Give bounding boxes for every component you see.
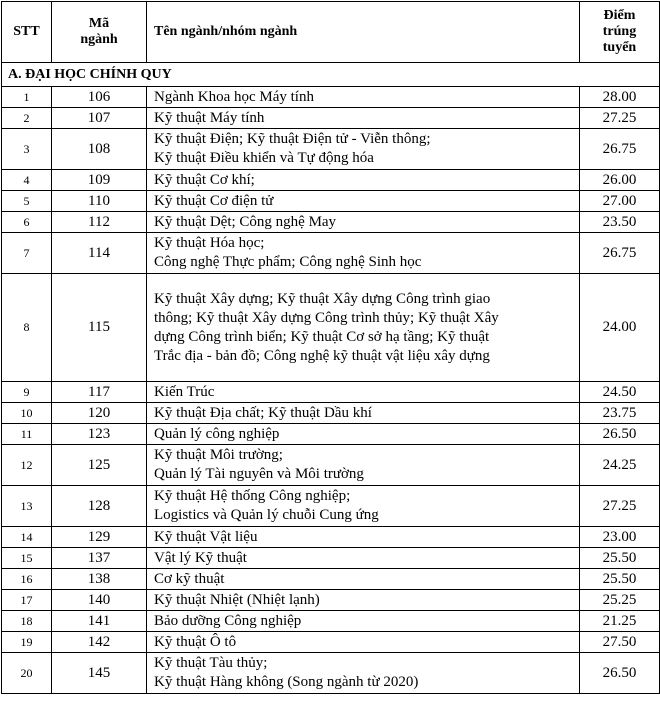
table-header-row — [2, 2, 660, 63]
row-name — [147, 382, 580, 403]
row-name — [147, 212, 580, 233]
row-name-line: dựng Công trình biển; Kỹ thuật Cơ sở hạ tầng; Kỹ thuật — [154, 328, 490, 345]
row-name-line: Trắc địa - bản đồ; Công nghệ kỹ thuật vật liệu xây dựng — [154, 347, 490, 364]
row-stt: 20 — [2, 653, 52, 694]
row-stt: 17 — [2, 590, 52, 611]
table-row — [2, 87, 660, 108]
header-code-line1: Mã — [88, 16, 110, 31]
row-name-line: Kỹ thuật Ô tô — [154, 633, 237, 650]
row-name-line: Bảo dưỡng Công nghiệp — [154, 612, 302, 629]
row-name — [147, 569, 580, 590]
row-stt: 16 — [2, 569, 52, 590]
row-score: 25.50 — [580, 569, 660, 590]
row-stt: 12 — [2, 445, 52, 486]
row-stt: 13 — [2, 486, 52, 527]
row-score: 27.25 — [580, 108, 660, 129]
row-code: 141 — [52, 611, 147, 632]
row-name-line: Quản lý công nghiệp — [154, 425, 280, 442]
row-score: 23.50 — [580, 212, 660, 233]
row-score: 27.50 — [580, 632, 660, 653]
row-code: 137 — [52, 548, 147, 569]
table-row — [2, 486, 660, 527]
row-code: 109 — [52, 170, 147, 191]
row-stt: 11 — [2, 424, 52, 445]
table-body — [2, 63, 660, 694]
row-stt: 7 — [2, 233, 52, 274]
row-score: 23.75 — [580, 403, 660, 424]
row-code: 140 — [52, 590, 147, 611]
row-stt: 3 — [2, 129, 52, 170]
table-row — [2, 527, 660, 548]
row-name — [147, 653, 580, 694]
row-score: 26.50 — [580, 424, 660, 445]
table-row — [2, 274, 660, 382]
table-row — [2, 233, 660, 274]
row-name — [147, 233, 580, 274]
row-name — [147, 590, 580, 611]
row-code: 112 — [52, 212, 147, 233]
row-code: 123 — [52, 424, 147, 445]
row-name-line: Kỹ thuật Điều khiển và Tự động hóa — [154, 150, 374, 166]
row-name — [147, 486, 580, 527]
row-score: 25.50 — [580, 548, 660, 569]
row-name — [147, 445, 580, 486]
row-name — [147, 274, 580, 382]
row-name-line: Kỹ thuật Xây dựng; Kỹ thuật Xây dựng Công trình giao — [154, 290, 491, 307]
row-stt: 2 — [2, 108, 52, 129]
row-code: 145 — [52, 653, 147, 694]
row-name-line: Ngành Khoa học Máy tính — [154, 88, 314, 105]
table-row — [2, 590, 660, 611]
header-score-line3: tuyển — [602, 40, 637, 55]
table-row — [2, 129, 660, 170]
row-name-line: Vật lý Kỹ thuật — [154, 549, 247, 566]
row-name-line: Kỹ thuật Cơ điện tử — [154, 192, 274, 209]
row-score: 23.00 — [580, 527, 660, 548]
row-stt: 6 — [2, 212, 52, 233]
header-name: Tên ngành/nhóm ngành — [147, 2, 580, 63]
header-code-line2: ngành — [80, 32, 118, 47]
row-name — [147, 87, 580, 108]
row-code: 110 — [52, 191, 147, 212]
row-name-line: Kỹ thuật Máy tính — [154, 109, 265, 126]
header-stt: STT — [2, 2, 52, 63]
table-row — [2, 653, 660, 694]
row-score: 28.00 — [580, 87, 660, 108]
row-name-line: Kỹ thuật Nhiệt (Nhiệt lạnh) — [154, 591, 320, 608]
row-code: 115 — [52, 274, 147, 382]
row-name — [147, 424, 580, 445]
row-name-line: Kiến Trúc — [154, 383, 215, 400]
row-score: 21.25 — [580, 611, 660, 632]
table-row — [2, 108, 660, 129]
table-row — [2, 611, 660, 632]
row-code: 129 — [52, 527, 147, 548]
row-stt: 19 — [2, 632, 52, 653]
row-name-line: Kỹ thuật Hóa học; — [154, 235, 265, 251]
row-name-line: Công nghệ Thực phẩm; Công nghệ Sinh học — [154, 254, 422, 270]
row-score: 24.25 — [580, 445, 660, 486]
row-name-line: Kỹ thuật Hệ thống Công nghiệp; — [154, 488, 351, 504]
row-stt: 5 — [2, 191, 52, 212]
section-row — [2, 63, 660, 87]
row-name — [147, 632, 580, 653]
row-code: 128 — [52, 486, 147, 527]
row-stt: 15 — [2, 548, 52, 569]
table-row — [2, 569, 660, 590]
row-code: 120 — [52, 403, 147, 424]
row-name — [147, 170, 580, 191]
row-name-line: Kỹ thuật Tàu thủy; — [154, 655, 268, 671]
row-name — [147, 403, 580, 424]
row-stt: 9 — [2, 382, 52, 403]
table-row — [2, 632, 660, 653]
header-score — [580, 2, 660, 63]
admission-scores-table — [1, 1, 660, 694]
row-name-line: thông; Kỹ thuật Xây dựng Công trình thủy; Kỹ thuật Xây — [154, 309, 499, 326]
row-name-line: Kỹ thuật Địa chất; Kỹ thuật Dầu khí — [154, 404, 372, 421]
row-score: 24.00 — [580, 274, 660, 382]
row-code: 107 — [52, 108, 147, 129]
table-row — [2, 445, 660, 486]
table-row — [2, 170, 660, 191]
row-score: 26.50 — [580, 653, 660, 694]
row-code: 117 — [52, 382, 147, 403]
section-title: A. ĐẠI HỌC CHÍNH QUY — [2, 63, 660, 87]
header-score-line1: Điểm — [603, 8, 636, 23]
header-score-line2: trúng — [602, 24, 637, 39]
row-name-line: Kỹ thuật Hàng không (Song ngành từ 2020) — [154, 674, 419, 690]
row-name — [147, 548, 580, 569]
header-code — [52, 2, 147, 63]
table-row — [2, 191, 660, 212]
row-code: 142 — [52, 632, 147, 653]
row-stt: 10 — [2, 403, 52, 424]
row-score: 27.25 — [580, 486, 660, 527]
table-row — [2, 212, 660, 233]
row-name-line: Kỹ thuật Môi trường; — [154, 447, 283, 463]
row-stt: 18 — [2, 611, 52, 632]
row-stt: 4 — [2, 170, 52, 191]
row-stt: 1 — [2, 87, 52, 108]
row-code: 108 — [52, 129, 147, 170]
row-name-line: Cơ kỹ thuật — [154, 570, 225, 587]
row-score: 27.00 — [580, 191, 660, 212]
row-stt: 14 — [2, 527, 52, 548]
table-row — [2, 382, 660, 403]
row-code: 125 — [52, 445, 147, 486]
row-name-line: Kỹ thuật Dệt; Công nghệ May — [154, 213, 337, 230]
row-score: 26.75 — [580, 129, 660, 170]
table-row — [2, 424, 660, 445]
row-name — [147, 191, 580, 212]
row-name — [147, 129, 580, 170]
row-code: 106 — [52, 87, 147, 108]
row-score: 26.75 — [580, 233, 660, 274]
row-score: 25.25 — [580, 590, 660, 611]
row-name — [147, 527, 580, 548]
row-score: 24.50 — [580, 382, 660, 403]
table-row — [2, 548, 660, 569]
row-name-line: Quản lý Tài nguyên và Môi trường — [154, 466, 364, 482]
row-stt: 8 — [2, 274, 52, 382]
row-name-line: Logistics và Quản lý chuỗi Cung ứng — [154, 507, 379, 523]
row-name-line: Kỹ thuật Điện; Kỹ thuật Điện tử - Viễn thông; — [154, 131, 431, 147]
row-name-line: Kỹ thuật Cơ khí; — [154, 171, 255, 188]
row-code: 114 — [52, 233, 147, 274]
row-score: 26.00 — [580, 170, 660, 191]
table-row — [2, 403, 660, 424]
row-name-line: Kỹ thuật Vật liệu — [154, 528, 258, 545]
row-code: 138 — [52, 569, 147, 590]
row-name — [147, 108, 580, 129]
row-name — [147, 611, 580, 632]
